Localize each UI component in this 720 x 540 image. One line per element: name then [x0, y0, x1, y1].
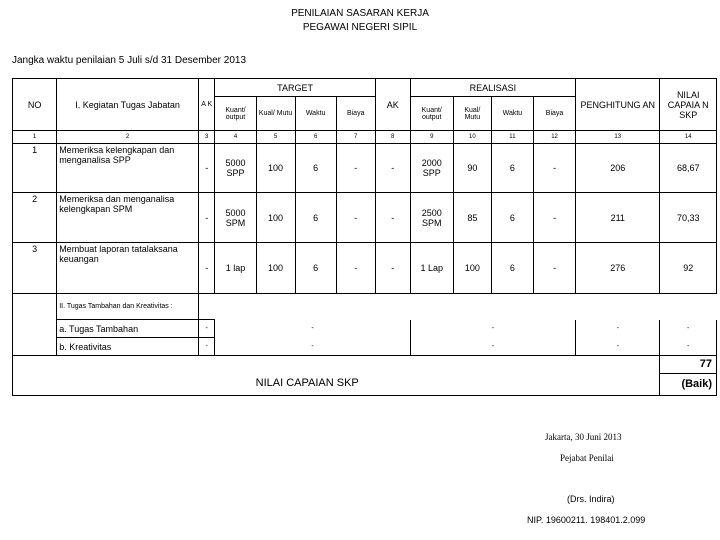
row-target-kual: 100 [256, 193, 295, 243]
row-ak2: - [375, 193, 410, 243]
row-target-biaya: - [336, 144, 375, 193]
table-row [13, 320, 717, 338]
row-target-waktu: 6 [295, 144, 336, 193]
section2-item-nilai: - [660, 320, 717, 338]
row-target-kual: 100 [256, 144, 295, 193]
target-kuant-header: Kuant/ output [215, 97, 256, 131]
row-no: 1 [13, 144, 57, 193]
section2-item-ak: - [199, 338, 215, 356]
section2-item-realisasi: - [410, 338, 575, 356]
row-realisasi-biaya: - [533, 243, 575, 294]
realisasi-header: REALISASI [410, 79, 575, 97]
col-number: 2 [57, 131, 199, 144]
realisasi-waktu-header: Waktu [491, 97, 533, 131]
col-number: 12 [533, 131, 575, 144]
row-ak: - [199, 243, 215, 294]
section2-item-penghitungan: - [576, 320, 660, 338]
col-ak-header: A K [199, 79, 215, 131]
row-ak2: - [375, 243, 410, 294]
sign-place-date: Jakarta, 30 Juni 2013 [545, 432, 622, 442]
col-number: 10 [453, 131, 491, 144]
col-number: 6 [295, 131, 336, 144]
summary-grade: (Baik) [681, 378, 712, 390]
row-ak: - [199, 193, 215, 243]
section2-label: II. Tugas Tambahan dan Kreativitas : [57, 294, 199, 320]
section2-item-penghitungan: - [576, 338, 660, 356]
row-nilai: 70,33 [660, 193, 717, 243]
table-row [13, 144, 717, 193]
col-number: 13 [576, 131, 660, 144]
col-ak2-header: AK [375, 79, 410, 131]
row-kegiatan: Memeriksa dan menganalisa kelengkapan SPM [57, 193, 199, 243]
table-row [13, 243, 717, 294]
col-number: 5 [256, 131, 295, 144]
row-ak: - [199, 144, 215, 193]
col-number: 4 [215, 131, 256, 144]
row-realisasi-kuant: 1 Lap [410, 243, 453, 294]
row-kegiatan: Memeriksa kelengkapan dan menganalisa SPP [57, 144, 199, 193]
section2-item-target: - [215, 338, 410, 356]
page-title-line1: PENILAIAN SASARAN KERJA [291, 8, 429, 19]
realisasi-biaya-header: Biaya [533, 97, 575, 131]
row-realisasi-kuant: 2000 SPP [410, 144, 453, 193]
row-nilai: 92 [660, 243, 717, 294]
col-number: 3 [199, 131, 215, 144]
table-row [13, 193, 717, 243]
col-number: 9 [410, 131, 453, 144]
row-target-biaya: - [336, 243, 375, 294]
col-number: 14 [660, 131, 717, 144]
row-penghitungan: 211 [576, 193, 660, 243]
row-realisasi-kual: 100 [453, 243, 491, 294]
row-realisasi-waktu: 6 [491, 243, 533, 294]
realisasi-kuant-header: Kuant/ output [410, 97, 453, 131]
realisasi-kual-header: Kual/ Mutu [453, 97, 491, 131]
assessment-period: Jangka waktu penilaian 5 Juli s/d 31 Desember 2013 [12, 55, 247, 66]
summary-score: 77 [660, 356, 716, 374]
skp-table [12, 78, 717, 396]
section2-item-nilai: - [660, 338, 717, 356]
col-number: 7 [336, 131, 375, 144]
col-penghitungan-header: PENGHITUNG AN [576, 79, 660, 131]
row-target-waktu: 6 [295, 243, 336, 294]
section2-item-target: - [215, 320, 410, 338]
row-target-biaya: - [336, 193, 375, 243]
target-waktu-header: Waktu [295, 97, 336, 131]
row-target-kual: 100 [256, 243, 295, 294]
col-number: 11 [491, 131, 533, 144]
row-kegiatan: Membuat laporan tatalaksana keuangan [57, 243, 199, 294]
row-penghitungan: 276 [576, 243, 660, 294]
table-row [13, 338, 717, 356]
col-kegiatan-header: I. Kegiatan Tugas Jabatan [57, 79, 199, 131]
col-no-header: NO [13, 79, 57, 131]
row-realisasi-biaya: - [533, 193, 575, 243]
row-realisasi-kual: 85 [453, 193, 491, 243]
row-realisasi-waktu: 6 [491, 193, 533, 243]
row-target-waktu: 6 [295, 193, 336, 243]
target-biaya-header: Biaya [336, 97, 375, 131]
row-realisasi-kual: 90 [453, 144, 491, 193]
sign-nip: NIP. 19600211. 198401.2.099 [527, 515, 646, 525]
row-target-kuant: 5000 SPP [215, 144, 256, 193]
row-realisasi-biaya: - [533, 144, 575, 193]
row-ak2: - [375, 144, 410, 193]
section2-item-ak: - [199, 320, 215, 338]
row-target-kuant: 5000 SPM [215, 193, 256, 243]
col-number: 1 [13, 131, 57, 144]
row-no: 3 [13, 243, 57, 294]
sign-role: Pejabat Penilai [560, 453, 614, 463]
page-title-line2: PEGAWAI NEGERI SIPIL [302, 22, 418, 33]
row-realisasi-kuant: 2500 SPM [410, 193, 453, 243]
row-no: 2 [13, 193, 57, 243]
col-nilai-header: NILAI CAPAIA N SKP [660, 79, 717, 131]
row-penghitungan: 206 [576, 144, 660, 193]
summary-value [660, 356, 717, 396]
section2-item-label: a. Tugas Tambahan [57, 320, 199, 338]
section2-item-realisasi: - [410, 320, 575, 338]
row-nilai: 68,67 [660, 144, 717, 193]
col-number: 8 [375, 131, 410, 144]
target-kual-header: Kual/ Mutu [256, 97, 295, 131]
row-target-kuant: 1 lap [215, 243, 256, 294]
sign-name: (Drs. Indira) [567, 494, 615, 504]
row-realisasi-waktu: 6 [491, 144, 533, 193]
summary-label: NILAI CAPAIAN SKP [13, 356, 660, 396]
section2-item-label: b. Kreativitas [57, 338, 199, 356]
target-header: TARGET [215, 79, 375, 97]
